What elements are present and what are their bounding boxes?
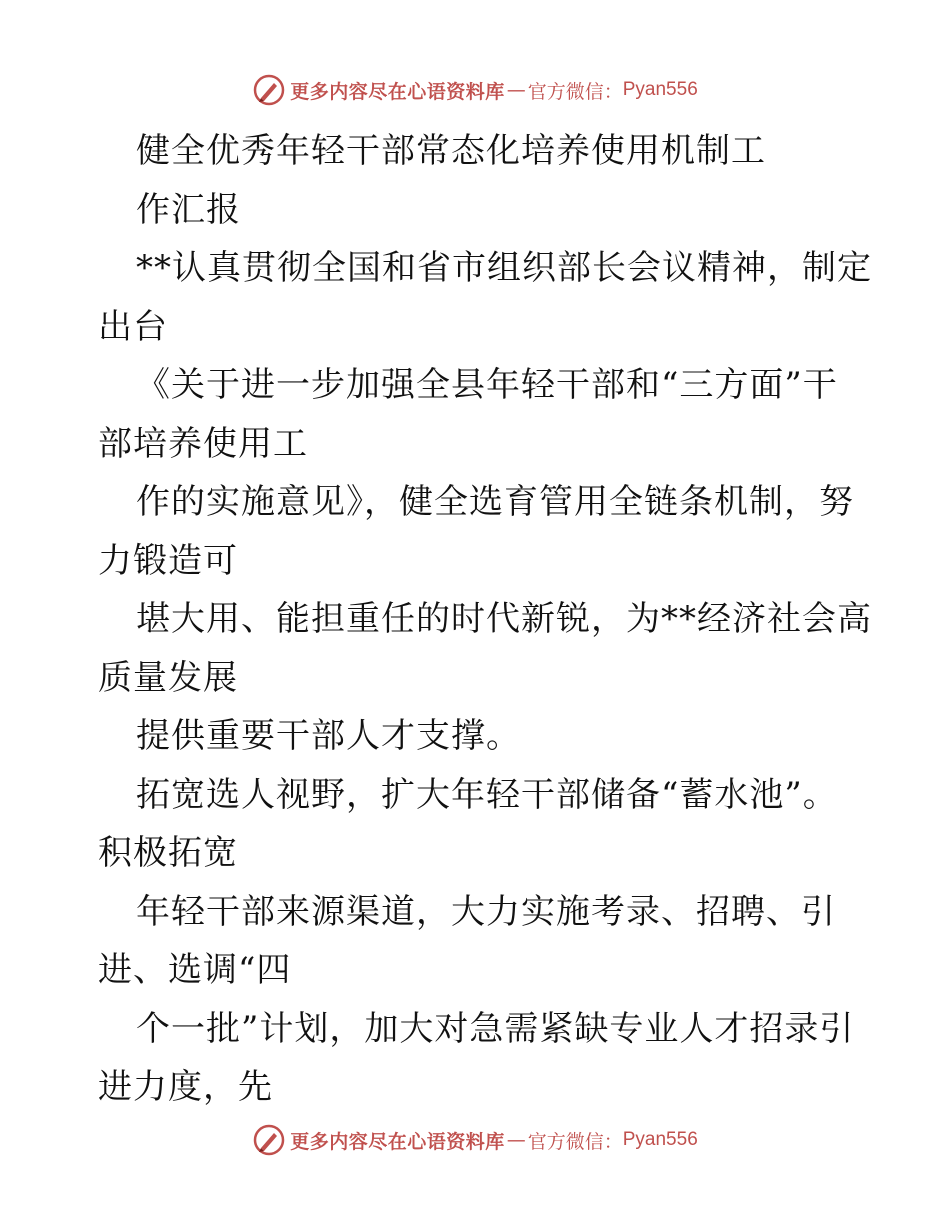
text-line: 积极拓宽 [98, 833, 238, 873]
banner-brand: 更多内容尽在心语资料库 [290, 80, 505, 103]
text-line: 进、选调“四 [98, 950, 292, 990]
text-line: 拓宽选人视野，扩大年轻干部储备“蓄水池”。 [136, 774, 838, 815]
text-line: 作的实施意见》，健全选育管用全链条机制，努 [136, 482, 854, 522]
text-line: 作汇报 [136, 189, 241, 230]
text-line: 部培养使用工 [98, 423, 308, 464]
banner-account: Pyan556 [622, 1129, 698, 1150]
text-line: 力锻造可 [98, 540, 238, 581]
banner-brand: 更多内容尽在心语资料库 [290, 1130, 505, 1153]
text-line: 提供重要干部人才支撑。 [136, 716, 521, 756]
text-line: 质量发展 [98, 657, 238, 698]
text-line: 进力度，先 [98, 1067, 273, 1107]
text-line: 堪大用、能担重任的时代新锐，为**经济社会高 [136, 599, 872, 639]
text-line: 健全优秀年轻干部常态化培养使用机制工 [136, 131, 766, 171]
text-line: 出台 [98, 306, 168, 347]
banner-wechat-label: 官方微信： [527, 1130, 623, 1153]
pen-logo-icon [252, 73, 286, 107]
banner-separator: — [506, 79, 526, 101]
text-line: 个一批”计划，加大对急需紧缺专业人才招录引 [136, 1008, 855, 1049]
footer-banner [0, 1120, 950, 1160]
banner-wechat-label: 官方微信： [527, 80, 623, 103]
banner-account: Pyan556 [622, 79, 698, 100]
header-banner [0, 70, 950, 110]
banner-separator: — [506, 1129, 526, 1151]
text-line: 年轻干部来源渠道，大力实施考录、招聘、引 [136, 891, 836, 932]
pen-logo-icon [252, 1123, 286, 1157]
text-line: 《关于进一步加强全县年轻干部和“三方面”干 [136, 365, 838, 405]
text-line: **认真贯彻全国和省市组织部长会议精神，制定 [136, 248, 872, 288]
document-body [98, 122, 872, 1117]
